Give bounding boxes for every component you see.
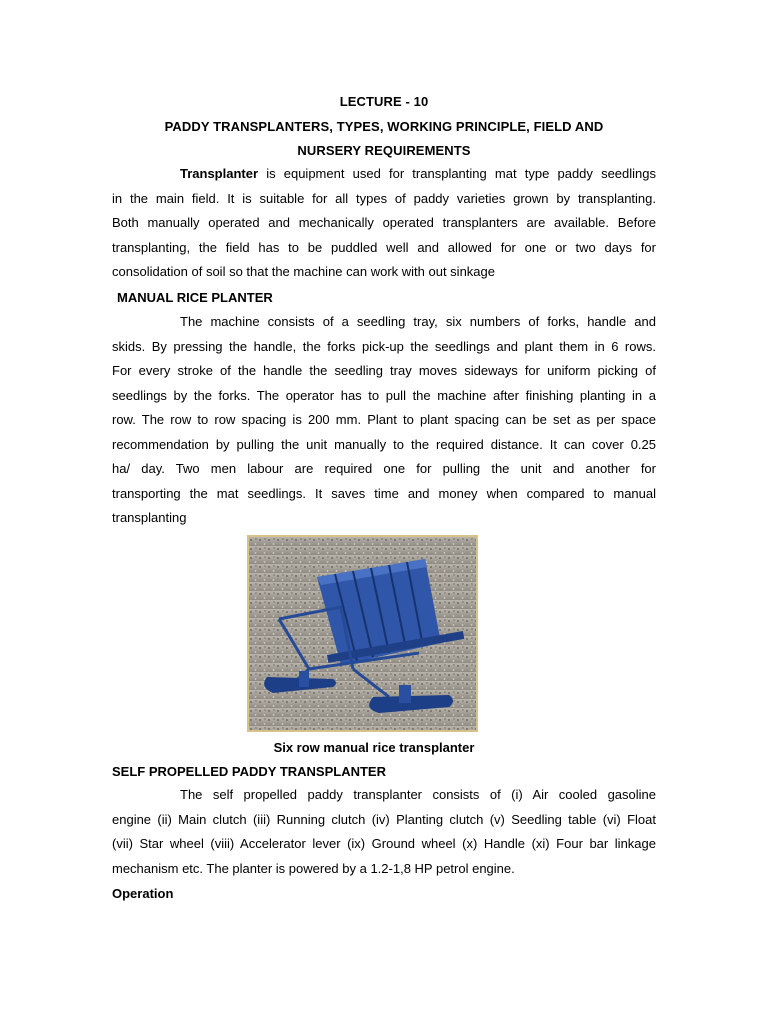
manual-line: transplanting	[112, 510, 187, 525]
figure-caption: Six row manual rice transplanter	[273, 740, 475, 755]
self-propelled-paragraph	[112, 783, 656, 881]
page-title-line2: NURSERY REQUIREMENTS	[297, 143, 471, 158]
self-propelled-line: The self propelled paddy transplanter consists of (i) Air cooled gasoline	[180, 787, 656, 802]
manual-line: seedlings by the forks. The operator has to pull the machine after finishing planting in a	[112, 387, 656, 403]
intro-line: consolidation of soil so that the machine can work with out sinkage	[112, 264, 495, 279]
manual-line: skids. By pressing the handle, the forks pick-up the seedlings and plant them in 6 rows.	[112, 338, 656, 354]
lecture-label: LECTURE - 10	[339, 94, 429, 109]
operation-heading: Operation	[112, 886, 174, 901]
self-propelled-line: (vii) Star wheel (viii) Accelerator lever (ix) Ground wheel (x) Handle (xi) Four bar linkage	[112, 836, 656, 851]
intro-line	[112, 162, 656, 187]
manual-line: For every stroke of the handle the seedling tray moves sideways for uniform picking of	[112, 363, 656, 378]
manual-line: recommendation by pulling the unit manually to the required distance. It can cover 0.25	[112, 436, 656, 452]
intro-line: in the main field. It is suitable for all types of paddy varieties grown by transplanting.	[112, 190, 656, 206]
manual-line: The machine consists of a seedling tray, six numbers of forks, handle and	[180, 314, 656, 329]
self-propelled-heading: SELF PROPELLED PADDY TRANSPLANTER	[112, 764, 386, 779]
manual-line: row. The row to row spacing is 200 mm. Plant to plant spacing can be set as per space	[112, 412, 656, 427]
intro-term: Transplanter	[180, 166, 259, 181]
intro-line: Both manually operated and mechanically operated transplanters are available. Before	[112, 215, 656, 230]
self-propelled-line: mechanism etc. The planter is powered by a 1.2-1,8 HP petrol engine.	[112, 860, 515, 876]
page-title-line1: PADDY TRANSPLANTERS, TYPES, WORKING PRINCIPLE, FIELD AND	[164, 119, 604, 134]
manual-line: ha/ day. Two men labour are required one for pulling the unit and another for	[112, 461, 656, 476]
self-propelled-line: engine (ii) Main clutch (iii) Running clutch (iv) Planting clutch (v) Seedling table (vi) Float	[112, 811, 656, 827]
intro-line: transplanting, the field has to be puddled well and allowed for one or two days for	[112, 239, 656, 255]
manual-line: transporting the mat seedlings. It saves time and money when compared to manual	[112, 485, 656, 501]
transplanter-photo	[247, 535, 478, 732]
manual-paragraph	[112, 310, 656, 531]
intro-paragraph	[112, 162, 656, 285]
manual-planter-heading: MANUAL RICE PLANTER	[117, 290, 273, 305]
intro-line1-text: is equipment used for transplanting mat type paddy seedlings	[258, 166, 656, 181]
